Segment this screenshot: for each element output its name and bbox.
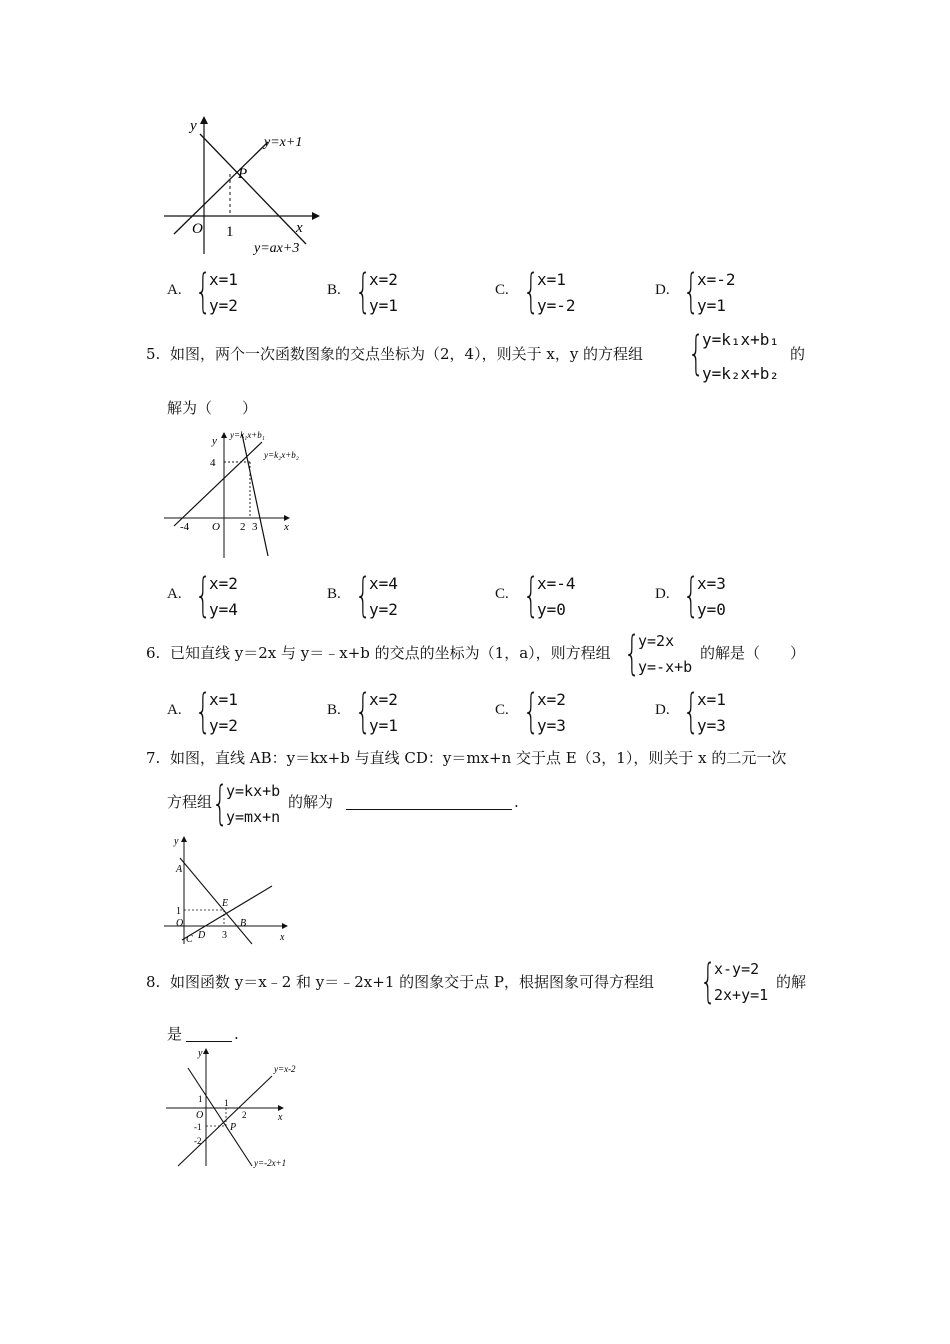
brace-icon: { bbox=[195, 684, 212, 738]
q5-system-eq2: y=k₂x+b₂ bbox=[702, 364, 780, 383]
option-eq1: x=2 bbox=[537, 690, 566, 709]
option-eq1: x=-4 bbox=[537, 574, 576, 593]
fig8-tick-1-y: 1 bbox=[198, 1094, 203, 1104]
q8-suffix: 的解 bbox=[776, 973, 807, 991]
figure-q5-graph bbox=[160, 422, 320, 562]
brace-icon: { bbox=[523, 568, 540, 622]
fig8-line1-label: y=x-2 bbox=[274, 1064, 296, 1074]
brace-icon: { bbox=[355, 568, 372, 622]
q5-text: 如图，两个一次函数图象的交点坐标为（2，4），则关于 x，y 的方程组 bbox=[170, 345, 644, 363]
q7-answer-blank[interactable] bbox=[346, 795, 512, 810]
figure-q8-graph bbox=[160, 1046, 310, 1172]
fig8-tick-minus2: -2 bbox=[194, 1136, 202, 1146]
q6-system-eq2: y=-x+b bbox=[638, 658, 693, 676]
option-eq1: x=1 bbox=[209, 270, 238, 289]
fig7-y-label: y bbox=[174, 836, 179, 847]
option-eq2: y=0 bbox=[697, 600, 726, 619]
option-label: C. bbox=[495, 282, 509, 298]
q4-option-b[interactable] bbox=[327, 266, 467, 320]
option-label: B. bbox=[327, 282, 341, 298]
fig7-x-label: x bbox=[280, 932, 285, 943]
brace-icon: { bbox=[523, 264, 540, 318]
q5-option-b[interactable] bbox=[327, 570, 467, 624]
q4-option-d[interactable] bbox=[655, 266, 795, 320]
q7-number: 7. bbox=[146, 749, 161, 767]
fig8-tick-2-x: 2 bbox=[242, 1110, 247, 1120]
fig7-point-c: C bbox=[186, 934, 193, 945]
figure-q4-graph bbox=[160, 112, 330, 260]
q7-prefix: 方程组 bbox=[167, 793, 213, 811]
option-eq1: x=1 bbox=[537, 270, 566, 289]
option-eq1: x=4 bbox=[369, 574, 398, 593]
fig5-x-label: x bbox=[284, 521, 289, 533]
option-label: D. bbox=[655, 282, 670, 298]
q5-option-c[interactable] bbox=[495, 570, 635, 624]
q7-system-eq1: y=kx+b bbox=[226, 782, 281, 800]
option-label: A. bbox=[167, 702, 182, 718]
option-eq1: x=2 bbox=[209, 574, 238, 593]
option-label: A. bbox=[167, 586, 182, 602]
q8-text2: 是 bbox=[167, 1025, 183, 1043]
fig7-point-a: A bbox=[176, 864, 183, 875]
q5-option-a[interactable] bbox=[167, 570, 307, 624]
option-eq2: y=3 bbox=[537, 716, 566, 735]
fig5-tick-2: 2 bbox=[240, 521, 246, 533]
q7-text: 如图，直线 AB：y＝kx+b 与直线 CD：y＝mx+n 交于点 E（3，1），则关于 x 的二元一次 bbox=[170, 749, 787, 767]
q5-suffix: 的 bbox=[790, 345, 806, 363]
brace-icon: { bbox=[683, 264, 700, 318]
fig4-origin: O bbox=[192, 221, 203, 237]
option-eq2: y=1 bbox=[369, 296, 398, 315]
fig8-origin: O bbox=[196, 1110, 204, 1121]
fig8-point-p: P bbox=[230, 1122, 237, 1133]
q4-option-a[interactable] bbox=[167, 266, 307, 320]
q6-option-b[interactable] bbox=[327, 686, 467, 740]
fig5-origin: O bbox=[212, 521, 220, 533]
brace-icon: { bbox=[683, 684, 700, 738]
q6-option-c[interactable] bbox=[495, 686, 635, 740]
option-eq2: y=2 bbox=[209, 716, 238, 735]
fig5-y-label: y bbox=[212, 435, 217, 447]
fig4-line2-label: y=ax+3 bbox=[254, 241, 300, 256]
fig4-tick-1: 1 bbox=[226, 224, 234, 240]
fig7-tick-1: 1 bbox=[176, 906, 181, 917]
fig8-x-label: x bbox=[278, 1112, 283, 1123]
brace-icon: { bbox=[624, 626, 641, 680]
q8-system-eq1: x-y=2 bbox=[714, 960, 760, 978]
q8-text: 如图函数 y＝x﹣2 和 y＝﹣2x+1 的图象交于点 P，根据图象可得方程组 bbox=[170, 973, 655, 991]
fig7-point-b: B bbox=[240, 918, 247, 929]
option-eq2: y=1 bbox=[369, 716, 398, 735]
option-eq2: y=2 bbox=[369, 600, 398, 619]
fig7-tick-3: 3 bbox=[222, 930, 227, 941]
brace-icon: { bbox=[355, 264, 372, 318]
q6-option-d[interactable] bbox=[655, 686, 795, 740]
q7-suffix: 的解为 bbox=[288, 793, 334, 811]
q6-system-eq1: y=2x bbox=[638, 632, 675, 650]
option-eq1: x=2 bbox=[369, 270, 398, 289]
q8-system-eq2: 2x+y=1 bbox=[714, 986, 769, 1004]
q5-text2: 解为（ ） bbox=[167, 399, 258, 417]
figure-q7-graph bbox=[160, 834, 294, 946]
q6-option-a[interactable] bbox=[167, 686, 307, 740]
brace-icon: { bbox=[523, 684, 540, 738]
q5-number: 5. bbox=[146, 345, 161, 363]
option-label: D. bbox=[655, 702, 670, 718]
option-eq1: x=-2 bbox=[697, 270, 736, 289]
option-label: A. bbox=[167, 282, 182, 298]
brace-icon: { bbox=[195, 264, 212, 318]
q7-system-eq2: y=mx+n bbox=[226, 808, 281, 826]
option-eq2: y=-2 bbox=[537, 296, 576, 315]
option-eq2: y=1 bbox=[697, 296, 726, 315]
brace-icon: { bbox=[688, 326, 705, 380]
fig7-origin: O bbox=[176, 918, 184, 929]
option-label: D. bbox=[655, 586, 670, 602]
option-eq1: x=2 bbox=[369, 690, 398, 709]
fig5-tick-4: 4 bbox=[210, 457, 216, 469]
brace-icon: { bbox=[355, 684, 372, 738]
fig7-point-e: E bbox=[222, 898, 229, 909]
option-eq1: x=1 bbox=[697, 690, 726, 709]
option-eq2: y=0 bbox=[537, 600, 566, 619]
option-eq2: y=4 bbox=[209, 600, 238, 619]
option-eq2: y=2 bbox=[209, 296, 238, 315]
q8-end: . bbox=[234, 1025, 239, 1043]
fig5-line1-label: y=k₁x+b₁ bbox=[230, 430, 265, 440]
fig5-line2-label: y=k₂x+b₂ bbox=[264, 450, 299, 460]
q6-number: 6. bbox=[146, 644, 161, 662]
q5-system-eq1: y=k₁x+b₁ bbox=[702, 330, 780, 349]
brace-icon: { bbox=[212, 776, 229, 830]
fig4-y-label: y bbox=[190, 118, 197, 134]
fig4-point-p: P bbox=[238, 166, 248, 182]
q7-end: . bbox=[514, 793, 519, 811]
q8-number: 8. bbox=[146, 973, 161, 991]
option-eq2: y=3 bbox=[697, 716, 726, 735]
brace-icon: { bbox=[195, 568, 212, 622]
q8-answer-blank[interactable] bbox=[186, 1027, 232, 1042]
q6-suffix: 的解是（ ） bbox=[700, 644, 806, 662]
fig5-tick-3: 3 bbox=[252, 521, 258, 533]
brace-icon: { bbox=[683, 568, 700, 622]
fig8-tick-1-x: 1 bbox=[224, 1098, 229, 1108]
fig8-line2-label: y=-2x+1 bbox=[254, 1158, 287, 1168]
option-label: B. bbox=[327, 586, 341, 602]
q4-option-c[interactable] bbox=[495, 266, 635, 320]
fig8-y-label: y bbox=[198, 1048, 203, 1059]
option-label: C. bbox=[495, 586, 509, 602]
q5-option-d[interactable] bbox=[655, 570, 795, 624]
option-label: B. bbox=[327, 702, 341, 718]
option-label: C. bbox=[495, 702, 509, 718]
option-eq1: x=1 bbox=[209, 690, 238, 709]
q6-text: 已知直线 y＝2x 与 y＝﹣x+b 的交点的坐标为（1，a），则方程组 bbox=[170, 644, 611, 662]
fig4-x-label: x bbox=[296, 220, 303, 236]
fig7-point-d: D bbox=[198, 930, 206, 941]
fig8-tick-minus1: -1 bbox=[194, 1122, 202, 1132]
brace-icon: { bbox=[700, 954, 717, 1008]
option-eq1: x=3 bbox=[697, 574, 726, 593]
fig5-tick-minus4: -4 bbox=[180, 521, 190, 533]
fig4-line1-label: y=x+1 bbox=[264, 135, 303, 150]
